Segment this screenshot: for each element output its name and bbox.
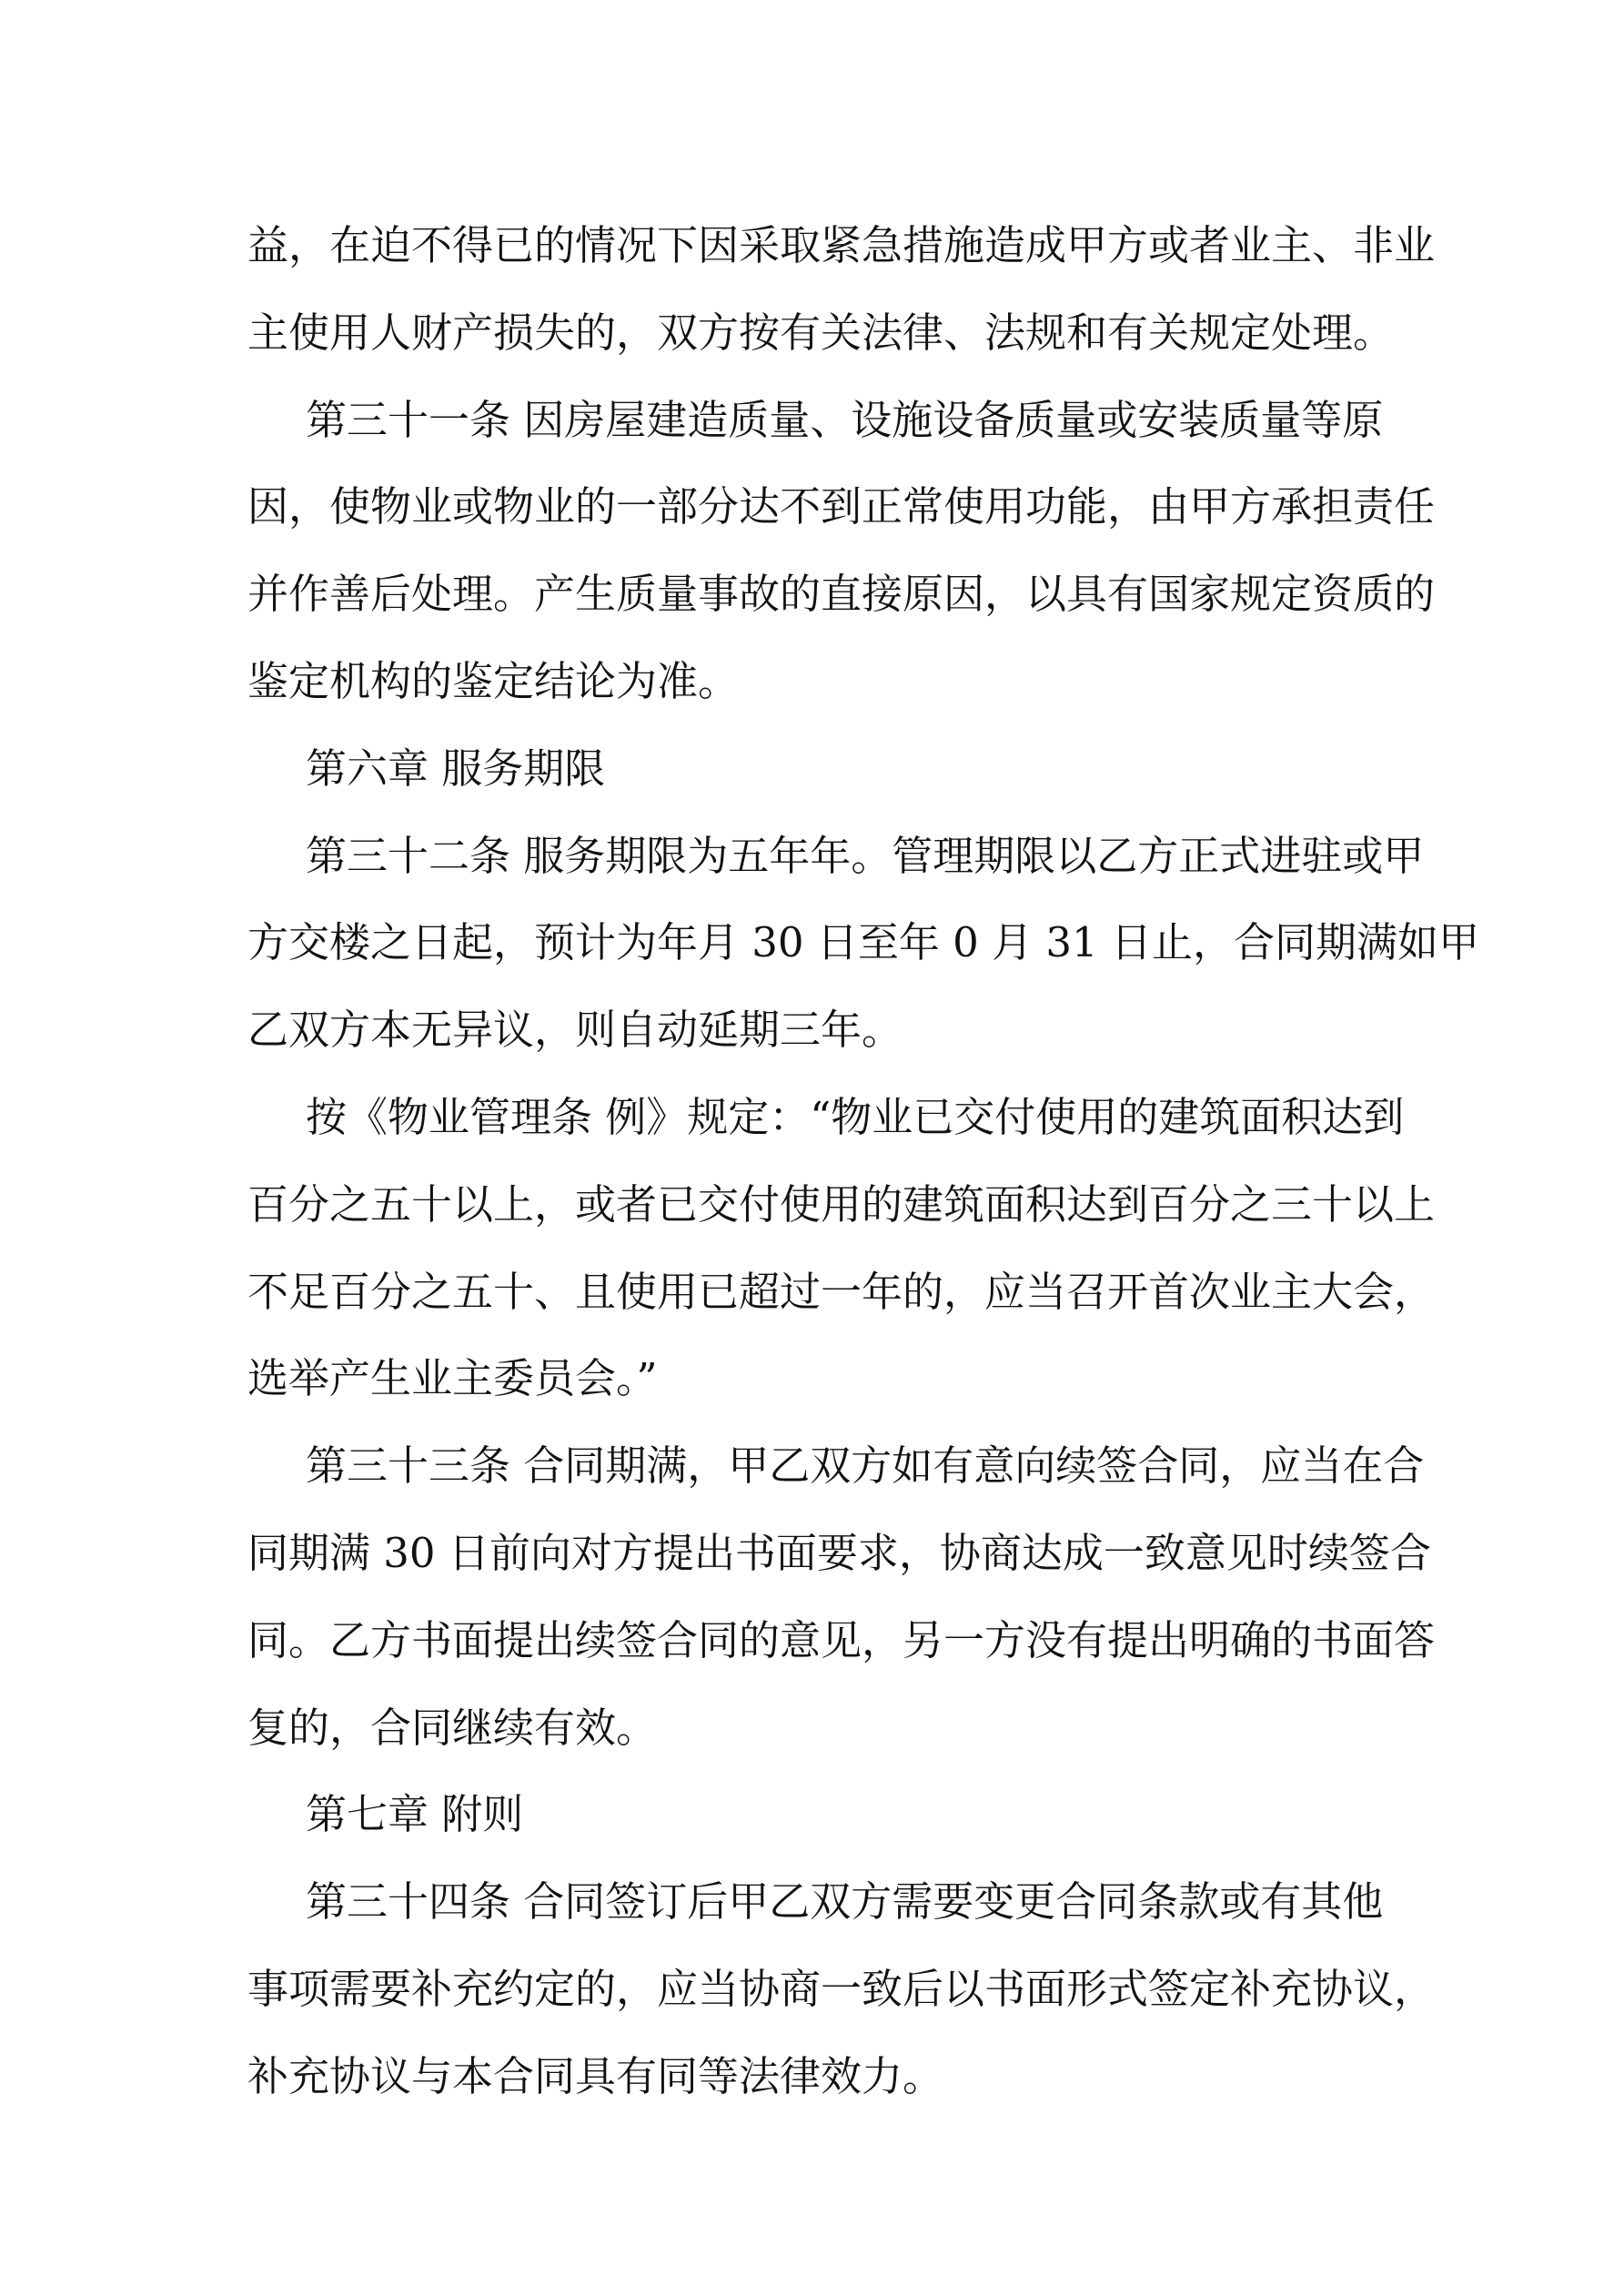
text-line: 补充协议与本合同具有同等法律效力。	[247, 2051, 944, 2100]
article-34-heading-line: 第三十四条 合同签订后甲乙双方需要变更合同条款或有其他	[306, 1877, 1384, 1927]
text-line: 主使用人财产损失的，双方按有关法律、法规和有关规定处理。	[247, 308, 1395, 357]
text-line: 同期满 30 日前向对方提出书面要求，协商达成一致意见时续签合	[247, 1528, 1431, 1577]
regulation-quote-line: 按《物业管理条 例》规定：“物业已交付使用的建筑面积达到	[306, 1092, 1405, 1141]
text-line: 不足百分之五十、且使用已超过一年的，应当召开首次业主大会，	[247, 1267, 1436, 1316]
article-31-heading-line: 第三十一条 因房屋建造质量、设施设备质量或安装质量等原	[306, 395, 1384, 444]
chapter-7-heading: 第七章 附则	[306, 1790, 524, 1839]
text-line: 并作善后处理。产生质量事故的直接原因，以具有国家规定资质的	[247, 570, 1436, 619]
document-body	[247, 202, 1479, 2120]
text-line: 同。乙方书面提出续签合同的意见，另一方没有提出明确的书面答	[247, 1615, 1436, 1664]
chapter-6-heading: 第六章 服务期限	[306, 743, 606, 793]
text-line: 选举产生业主委员会。”	[247, 1354, 658, 1403]
text-line: 百分之五十以上，或者已交付使用的建筑面积达到百分之三十以上	[247, 1179, 1436, 1229]
text-line: 方交楼之日起，预计为年月 30 日至年 0 月 31 日止，合同期满如甲	[247, 918, 1479, 967]
article-32-heading-line: 第三十二条 服务期限为五年年。管理期限以乙方正式进驻或甲	[306, 831, 1425, 880]
text-line: 乙双方本无异议，则自动延期三年。	[247, 1006, 903, 1055]
text-line: 益，在迫不得已的情况下因采取紧急措施造成甲方或者业主、非业	[247, 221, 1436, 269]
text-line: 因，使物业或物业的一部分达不到正常使用功能，由甲方承担责任	[247, 482, 1436, 531]
text-line: 鉴定机构的鉴定结论为准。	[247, 656, 740, 705]
article-33-heading-line: 第三十三条 合同期满，甲乙双方如有意向续签合同，应当在合	[306, 1441, 1425, 1491]
text-line: 事项需要补充约定的，应当协商一致后以书面形式签定补充协议，	[247, 1964, 1436, 2013]
text-line: 复的，合同继续有效。	[247, 1703, 658, 1752]
